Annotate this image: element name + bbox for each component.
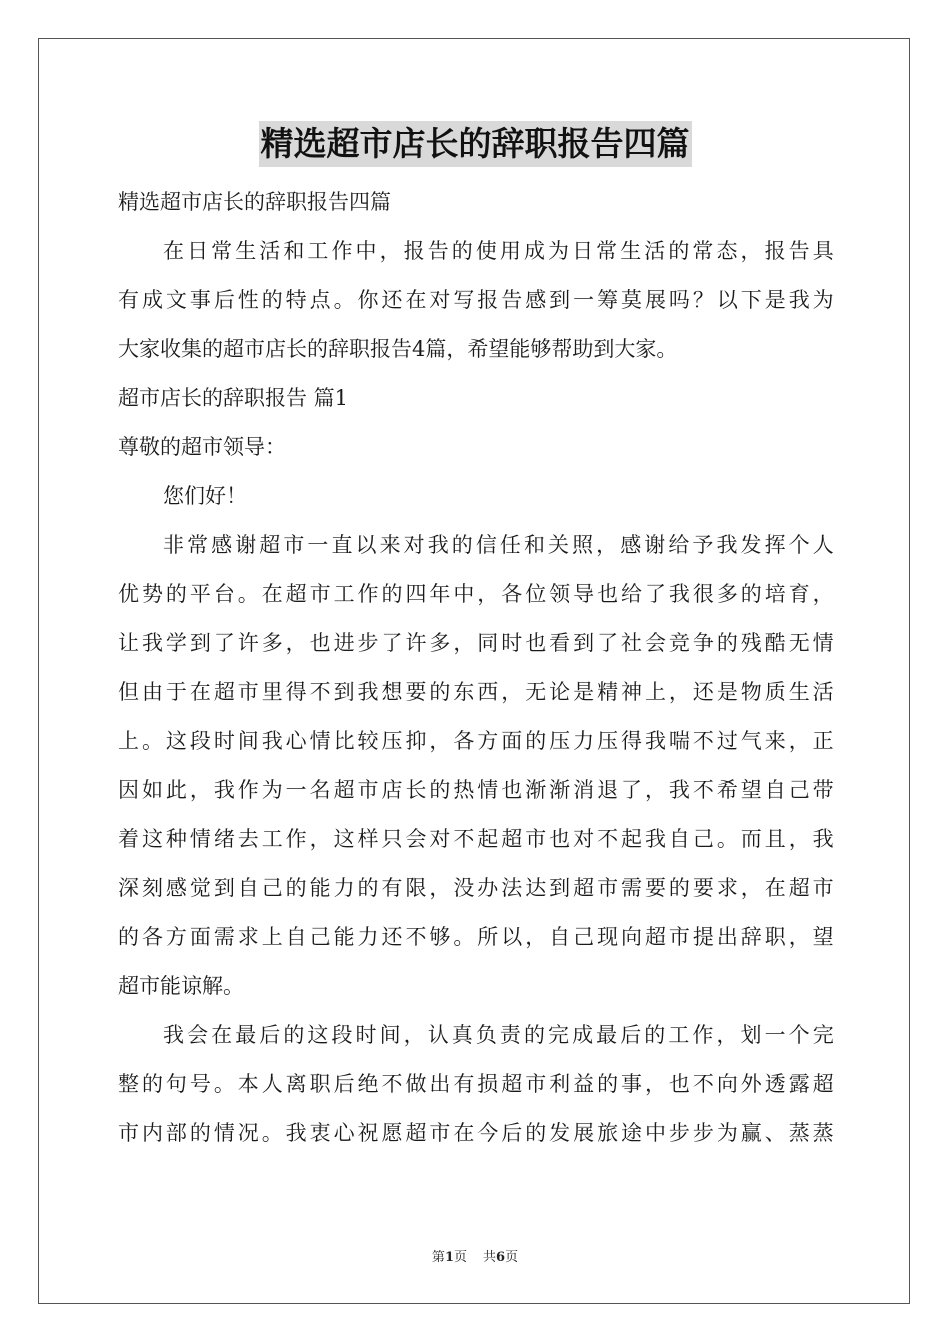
text-line: 非 常 感 谢 超 市 一 直 以 来 对 我 的 信 任 和 关 照 ， 感 谢 给 予 我 发 挥 个 人	[163, 533, 834, 557]
text-line: 上 。 这 段 时 间 我 心 情 比 较 压 抑 ， 各 方 面 的 压 力 压 得 我 喘 不 过 气 来 ， 正	[118, 729, 834, 753]
text-line: 超市能谅解。	[118, 974, 244, 998]
text-line: 让 我 学 到 了 许 多 ， 也 进 步 了 许 多 ， 同 时 也 看 到 了 社 会 竞 争 的 残 酷 无 情	[118, 631, 834, 655]
text-line: 着 这 种 情 绪 去 工 作 ， 这 样 只 会 对 不 起 超 市 也 对 不 起 我 自 己 。 而 且 ， 我	[118, 827, 834, 851]
footer-page-total: 6	[496, 1250, 506, 1265]
document-title-row	[0, 121, 950, 169]
footer-total-prefix: 共	[483, 1250, 497, 1265]
text-line: 我 会 在 最 后 的 这 段 时 间 ， 认 真 负 责 的 完 成 最 后 的 工 作 ， 划 一 个 完	[163, 1023, 834, 1047]
text-line: 大家收集的超市店长的辞职报告4篇，希望能够帮助到大家。	[118, 337, 678, 361]
footer-page-current: 1	[444, 1250, 454, 1265]
document-body	[118, 178, 834, 1158]
text-line: 深 刻 感 觉 到 自 己 的 能 力 的 有 限 ， 没 办 法 达 到 超 市 需 要 的 要 求 ， 在 超 市	[118, 876, 834, 900]
text-line: 超市店长的辞职报告 篇1	[118, 386, 349, 410]
text-line: 但 由 于 在 超 市 里 得 不 到 我 想 要 的 东 西 ， 无 论 是 精 神 上 ， 还 是 物 质 生 活	[118, 680, 834, 704]
text-line: 的 各 方 面 需 求 上 自 己 能 力 还 不 够 。 所 以 ， 自 己 现 向 超 市 提 出 辞 职 ， 望	[118, 925, 834, 949]
text-line: 整 的 句 号 。 本 人 离 职 后 绝 不 做 出 有 损 超 市 利 益 的 事 ， 也 不 向 外 透 露 超	[118, 1072, 834, 1096]
footer-page-suffix: 页	[453, 1250, 467, 1265]
footer-total-suffix: 页	[505, 1250, 519, 1265]
page-footer	[0, 1246, 950, 1265]
footer-page-prefix: 第	[431, 1250, 445, 1265]
text-line: 因 如 此 ， 我 作 为 一 名 超 市 店 长 的 热 情 也 渐 渐 消 退 了 ， 我 不 希 望 自 己 带	[118, 778, 834, 802]
text-line: 您们好！	[163, 484, 247, 508]
document-title: 精选超市店长的辞职报告四篇	[259, 121, 692, 167]
text-line: 优 势 的 平 台 。 在 超 市 工 作 的 四 年 中 ， 各 位 领 导 也 给 了 我 很 多 的 培 育 ，	[118, 582, 834, 606]
text-line: 尊敬的超市领导：	[118, 435, 286, 459]
text-line: 在 日 常 生 活 和 工 作 中 ， 报 告 的 使 用 成 为 日 常 生 活 的 常 态 ， 报 告 具	[163, 239, 834, 263]
text-line: 有 成 文 事 后 性 的 特 点 。 你 还 在 对 写 报 告 感 到 一 筹 莫 展 吗 ？ 以 下 是 我 为	[118, 288, 834, 312]
text-line: 市 内 部 的 情 况 。 我 衷 心 祝 愿 超 市 在 今 后 的 发 展 旅 途 中 步 步 为 赢 、 蒸 蒸	[118, 1121, 834, 1145]
text-line: 精选超市店长的辞职报告四篇	[118, 190, 391, 214]
